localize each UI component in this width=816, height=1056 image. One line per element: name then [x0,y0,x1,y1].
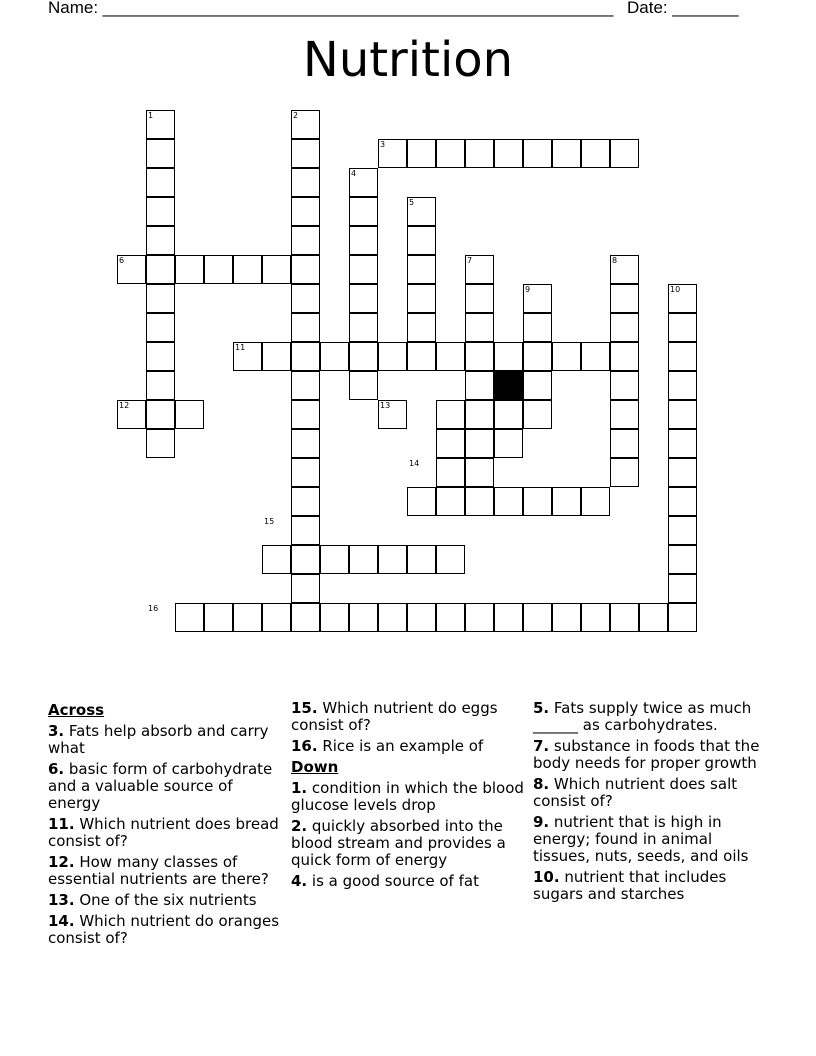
crossword-cell[interactable] [378,603,407,632]
clue-number-label: 14. [48,912,75,930]
crossword-cell[interactable] [465,284,494,313]
crossword-cell[interactable] [494,603,523,632]
crossword-cell[interactable] [610,458,639,487]
clue-number-label: 9. [533,813,550,831]
down-clue [533,738,768,772]
clue-text: nutrient that is high in energy; found in animal tissues, nuts, seeds, and oils [533,813,749,865]
crossword-cell[interactable] [175,400,204,429]
crossword-cell[interactable] [523,400,552,429]
clues-column-3 [533,700,768,907]
crossword-cell[interactable] [320,603,349,632]
clue-number: 12 [119,401,130,410]
clue-number-label: 8. [533,775,550,793]
crossword-cell[interactable] [465,487,494,516]
clue-number: 8 [612,256,618,265]
crossword-cell[interactable] [349,342,378,371]
name-field-label: Name: ______________________________________________________ [48,0,614,17]
crossword-cell[interactable] [378,139,407,168]
clue-number: 15 [264,517,275,526]
crossword-cell[interactable] [436,603,465,632]
crossword-cell[interactable] [175,603,204,632]
crossword-cell[interactable] [581,603,610,632]
crossword-cell[interactable] [523,139,552,168]
crossword-cell[interactable] [610,342,639,371]
crossword-cell[interactable] [494,139,523,168]
clue-number-label: 13. [48,891,75,909]
crossword-cell[interactable] [146,139,175,168]
crossword-cell[interactable] [552,342,581,371]
crossword-cell[interactable] [233,603,262,632]
across-clue [291,738,526,755]
crossword-cell[interactable] [436,487,465,516]
clue-text: Which nutrient do eggs consist of? [291,699,498,734]
crossword-cell[interactable] [465,342,494,371]
crossword-cell[interactable] [349,226,378,255]
crossword-cell[interactable] [146,255,175,284]
crossword-cell[interactable] [146,284,175,313]
clue-text: nutrient that includes sugars and starches [533,868,727,903]
clue-text: Which nutrient do oranges consist of? [48,912,280,947]
clue-text: is a good source of fat [307,872,479,890]
crossword-cell[interactable] [552,139,581,168]
clue-number: 14 [409,459,420,468]
crossword-cell[interactable] [581,342,610,371]
crossword-cell[interactable] [581,139,610,168]
across-clue [48,854,283,888]
crossword-cell[interactable] [378,545,407,574]
crossword-cell[interactable] [407,487,436,516]
crossword-cell[interactable] [349,255,378,284]
clue-number: 3 [380,140,386,149]
crossword-cell[interactable] [291,342,320,371]
date-field-label: Date: _______ [627,0,739,17]
crossword-cell[interactable] [610,313,639,342]
crossword-cell[interactable] [146,313,175,342]
clue-number: 11 [235,343,246,352]
crossword-cell[interactable] [349,168,378,197]
clue-number-label: 11. [48,815,75,833]
crossword-cell[interactable] [494,487,523,516]
crossword-cell[interactable] [668,458,697,487]
crossword-cell[interactable] [320,342,349,371]
clue-text: Fats help absorb and carry what [48,722,269,757]
crossword-cell[interactable] [436,400,465,429]
clue-text: Which nutrient does bread consist of? [48,815,279,850]
clue-number: 6 [119,256,125,265]
across-heading: Across [48,701,105,719]
crossword-cell[interactable] [407,139,436,168]
crossword-cell[interactable] [262,255,291,284]
crossword-cell[interactable] [436,545,465,574]
crossword-cell[interactable] [668,284,697,313]
clue-number: 16 [148,604,159,613]
crossword-cell[interactable] [349,545,378,574]
crossword-cell[interactable] [494,429,523,458]
crossword-cell[interactable] [668,313,697,342]
crossword-cell[interactable] [465,313,494,342]
down-heading: Down [291,758,339,776]
crossword-cell[interactable] [349,313,378,342]
clues-column-2 [291,700,526,894]
crossword-cell[interactable] [407,226,436,255]
crossword-cell[interactable] [146,429,175,458]
down-clue [291,873,526,890]
crossword-cell[interactable] [204,255,233,284]
crossword-cell[interactable] [668,371,697,400]
clue-text: basic form of carbohydrate and a valuable source of energy [48,760,273,812]
crossword-cell[interactable] [465,255,494,284]
across-clue [48,816,283,850]
crossword-cell[interactable] [146,400,175,429]
crossword-cell[interactable] [407,603,436,632]
clue-text: Which nutrient does salt consist of? [533,775,738,810]
crossword-cell[interactable] [407,545,436,574]
crossword-cell[interactable] [291,284,320,313]
crossword-cell[interactable] [291,429,320,458]
crossword-cell[interactable] [407,284,436,313]
down-clue [533,869,768,903]
across-clue [48,723,283,757]
clue-number-label: 16. [291,737,318,755]
crossword-cell[interactable] [291,603,320,632]
crossword-cell[interactable] [610,139,639,168]
page-title: Nutrition [302,32,514,88]
clue-number: 9 [525,285,531,294]
crossword-cell[interactable] [668,342,697,371]
crossword-cell[interactable] [291,574,320,603]
crossword-cell[interactable] [523,342,552,371]
crossword-cell[interactable] [146,342,175,371]
clue-number: 13 [380,401,391,410]
crossword-cell[interactable] [465,603,494,632]
crossword-cell[interactable] [233,342,262,371]
clue-number-label: 3. [48,722,65,740]
crossword-cell[interactable] [291,110,320,139]
crossword-cell[interactable] [465,371,494,400]
crossword-cell[interactable] [378,400,407,429]
crossword-cell[interactable] [407,255,436,284]
clue-number: 10 [670,285,681,294]
crossword-cell[interactable] [175,255,204,284]
clue-number: 5 [409,198,415,207]
crossword-cell[interactable] [610,255,639,284]
crossword-cell[interactable] [494,342,523,371]
crossword-cell[interactable] [668,400,697,429]
crossword-cell[interactable] [349,284,378,313]
crossword-cell[interactable] [639,603,668,632]
crossword-cell[interactable] [552,487,581,516]
crossword-cell[interactable] [668,574,697,603]
crossword-cell[interactable] [465,400,494,429]
clue-text: One of the six nutrients [74,891,257,909]
crossword-cell[interactable] [436,458,465,487]
clue-number-label: 2. [291,817,308,835]
clue-text: Fats supply twice as much ______ as carbohydrates. [533,699,752,734]
across-clue [48,892,283,909]
crossword-cell[interactable] [146,371,175,400]
crossword-cell[interactable] [668,487,697,516]
crossword-cell[interactable] [610,429,639,458]
crossword-cell[interactable] [117,255,146,284]
clue-text: How many classes of essential nutrients are there? [48,853,269,888]
clue-number: 2 [293,111,299,120]
clue-number-label: 15. [291,699,318,717]
clue-number-label: 6. [48,760,65,778]
across-clue [291,700,526,734]
clue-number-label: 7. [533,737,550,755]
crossword-cell[interactable] [610,400,639,429]
crossword-cell[interactable] [581,487,610,516]
clue-number: 7 [467,256,473,265]
crossword-cell[interactable] [146,110,175,139]
crossword-cell[interactable] [291,197,320,226]
down-clue [533,776,768,810]
crossword-cell[interactable] [436,342,465,371]
crossword-cell[interactable] [436,139,465,168]
blocked-cell [494,371,523,400]
crossword-cell[interactable] [407,313,436,342]
crossword-cell[interactable] [668,545,697,574]
crossword-cell[interactable] [320,545,349,574]
crossword-cell[interactable] [291,168,320,197]
crossword-cell[interactable] [436,429,465,458]
clues-column-1 [48,700,283,951]
crossword-cell[interactable] [668,429,697,458]
crossword-cell[interactable] [349,197,378,226]
down-clue [533,814,768,865]
crossword-cell[interactable] [668,603,697,632]
crossword-cell[interactable] [407,342,436,371]
down-clue [533,700,768,734]
crossword-cell[interactable] [407,197,436,226]
crossword-cell[interactable] [291,139,320,168]
crossword-cell[interactable] [291,371,320,400]
crossword-cell[interactable] [291,487,320,516]
down-clue [291,818,526,869]
crossword-cell[interactable] [465,429,494,458]
crossword-cell[interactable] [523,313,552,342]
crossword-cell[interactable] [262,342,291,371]
crossword-cell[interactable] [610,284,639,313]
crossword-cell[interactable] [523,603,552,632]
crossword-cell[interactable] [291,516,320,545]
crossword-cell[interactable] [291,255,320,284]
crossword-cell[interactable] [610,603,639,632]
clue-number-label: 10. [533,868,560,886]
crossword-cell[interactable] [117,400,146,429]
crossword-cell[interactable] [262,603,291,632]
crossword-cell[interactable] [291,545,320,574]
clue-text: Rice is an example of [317,737,484,755]
crossword-cell[interactable] [146,197,175,226]
clue-number: 1 [148,111,154,120]
clue-number-label: 12. [48,853,75,871]
clue-text: quickly absorbed into the blood stream and provides a quick form of energy [291,817,506,869]
crossword-cell[interactable] [668,516,697,545]
crossword-cell[interactable] [523,371,552,400]
crossword-cell[interactable] [552,603,581,632]
crossword-cell[interactable] [204,603,233,632]
clue-number: 4 [351,169,357,178]
clue-text: condition in which the blood glucose levels drop [291,779,524,814]
crossword-cell[interactable] [262,545,291,574]
crossword-cell[interactable] [291,458,320,487]
crossword-cell[interactable] [465,458,494,487]
crossword-cell[interactable] [610,371,639,400]
crossword-cell[interactable] [233,255,262,284]
crossword-cell[interactable] [349,371,378,400]
crossword-cell[interactable] [291,400,320,429]
crossword-cell[interactable] [465,139,494,168]
down-clue [291,780,526,814]
crossword-cell[interactable] [146,226,175,255]
across-clue [48,913,283,947]
crossword-cell[interactable] [523,284,552,313]
crossword-cell[interactable] [146,168,175,197]
across-clue [48,761,283,812]
clue-text: substance in foods that the body needs for proper growth [533,737,760,772]
crossword-cell[interactable] [291,313,320,342]
clue-number-label: 5. [533,699,550,717]
clue-number-label: 1. [291,779,308,797]
crossword-cell[interactable] [523,487,552,516]
crossword-cell[interactable] [291,226,320,255]
crossword-cell[interactable] [494,400,523,429]
clue-number-label: 4. [291,872,308,890]
crossword-cell[interactable] [349,603,378,632]
crossword-cell[interactable] [378,342,407,371]
